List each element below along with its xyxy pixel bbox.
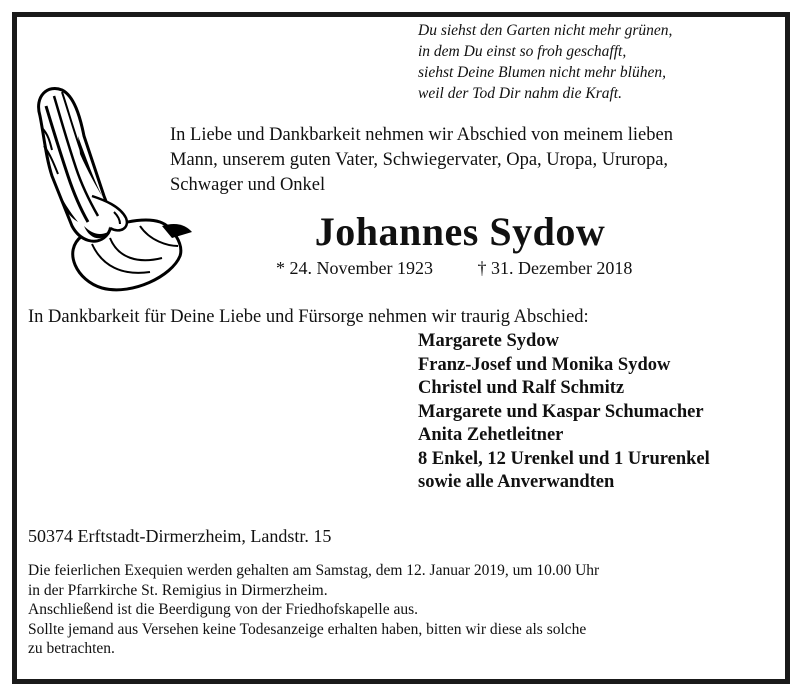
family-member: sowie alle Anverwandten: [418, 472, 615, 492]
address: 50374 Erftstadt-Dirmerzheim, Landstr. 15: [28, 526, 332, 546]
family-member: 8 Enkel, 12 Urenkel und 1 Ururenkel: [418, 448, 710, 469]
life-dates: [276, 258, 632, 279]
poem-line: weil der Tod Dir nahm die Kraft.: [418, 85, 622, 102]
birth-date: * 24. November 1923: [276, 258, 433, 278]
memorial-poem: [418, 20, 672, 104]
family-member: Margarete und Kaspar Schumacher: [418, 401, 704, 422]
family-member: Anita Zehetleitner: [418, 425, 564, 445]
poem-line: in dem Du einst so froh geschafft,: [418, 43, 627, 60]
intro-line: Schwager und Onkel: [170, 175, 326, 195]
death-date: † 31. Dezember 2018: [477, 258, 633, 278]
poem-line: Du siehst den Garten nicht mehr grünen,: [418, 22, 673, 39]
intro-text: [170, 123, 690, 198]
family-member: Margarete Sydow: [418, 331, 559, 351]
family-member: Franz-Josef und Monika Sydow: [418, 354, 671, 375]
details-line: Die feierlichen Exequien werden gehalten am Samstag, dem 12. Januar 2019, um 10.00 Uhr: [28, 562, 600, 579]
intro-line: Mann, unserem guten Vater, Schwiegervater, Opa, Uropa, Ururopa,: [170, 150, 669, 170]
family-member: Christel und Ralf Schmitz: [418, 378, 625, 398]
funeral-details: [28, 561, 599, 659]
details-line: zu betrachten.: [28, 640, 115, 657]
thanks-line: In Dankbarkeit für Deine Liebe und Fürsorge nehmen wir traurig Abschied:: [28, 307, 589, 327]
family-list: [418, 330, 710, 495]
deceased-name: Johannes Sydow: [314, 209, 606, 254]
praying-hands-icon: [22, 76, 192, 296]
intro-line: In Liebe und Dankbarkeit nehmen wir Abschied von meinem lieben: [170, 125, 673, 145]
details-line: Anschließend ist die Beerdigung von der Friedhofskapelle aus.: [28, 601, 418, 618]
details-line: Sollte jemand aus Versehen keine Todesanzeige erhalten haben, bitten wir diese als solche: [28, 620, 587, 638]
details-line: in der Pfarrkirche St. Remigius in Dirmerzheim.: [28, 581, 328, 599]
poem-line: siehst Deine Blumen nicht mehr blühen,: [418, 64, 666, 81]
